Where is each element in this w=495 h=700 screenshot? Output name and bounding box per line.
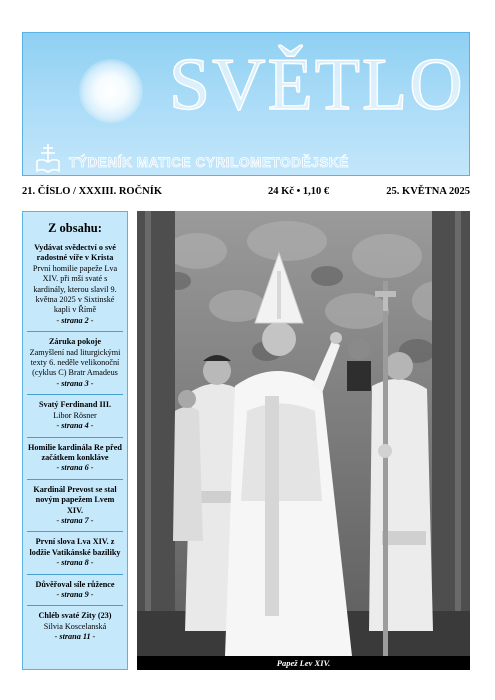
toc-entry[interactable] bbox=[27, 537, 123, 574]
masthead-title: SVĚTLO bbox=[169, 44, 465, 126]
double-cross-book-icon bbox=[35, 143, 61, 173]
issue-price: 24 Kč • 1,10 € bbox=[268, 186, 330, 197]
masthead-subtitle: TÝDENÍK MATICE CYRILOMETODĚJSKÉ bbox=[69, 155, 349, 170]
toc-entry-title: Důvěřoval síle růžence bbox=[35, 579, 115, 589]
table-of-contents bbox=[22, 211, 128, 670]
photo-caption: Papež Lev XIV. bbox=[137, 656, 470, 670]
masthead bbox=[22, 32, 470, 176]
toc-entry-description: Libor Rösner bbox=[53, 410, 97, 420]
toc-entry[interactable] bbox=[27, 611, 123, 647]
toc-entry-title: Záruka pokoje bbox=[48, 337, 102, 347]
toc-entry-title: Homilie kardinála Re před začátkem konkláve bbox=[28, 442, 122, 462]
pope-procession-illustration bbox=[137, 211, 470, 670]
cover-photo bbox=[137, 211, 470, 670]
toc-entry-page: - strana 4 - bbox=[56, 421, 94, 431]
toc-entry-title: Kardinál Prevost se stal novým papežem Lvem XIV. bbox=[33, 484, 117, 515]
toc-entry-page: - strana 7 - bbox=[56, 515, 94, 525]
toc-entry-description: První homilie papeže Lva XIV. při mši svaté s kardinály, kterou slavil 9. května 2025 v Sixtinské kapli v Římě bbox=[32, 263, 118, 315]
toc-entry-description: Zamyšlení nad liturgickými texty 6. neděle velikonoční (cyklus C) Bratr Amadeus bbox=[29, 347, 121, 378]
issue-date: 25. KVĚTNA 2025 bbox=[386, 186, 470, 197]
toc-entry[interactable] bbox=[27, 580, 123, 607]
toc-heading: Z obsahu: bbox=[48, 221, 102, 235]
toc-entry-page: - strana 6 - bbox=[56, 463, 94, 473]
toc-entry-title: První slova Lva XIV. z lodžie Vatikánské baziliky bbox=[29, 537, 121, 557]
toc-entry-title: Vydávat svědectví o své radostné víře v Krista bbox=[34, 243, 116, 263]
toc-entry-title: Svatý Ferdinand III. bbox=[38, 400, 112, 410]
issue-number: 21. ČÍSLO / XXXIII. ROČNÍK bbox=[22, 186, 163, 197]
toc-entry-page: - strana 2 - bbox=[56, 315, 94, 325]
sun-glow-decoration bbox=[79, 59, 143, 123]
toc-entry[interactable] bbox=[27, 337, 123, 395]
toc-entry-description: Silvia Koscelanská bbox=[43, 621, 107, 631]
toc-entry-page: - strana 3 - bbox=[56, 378, 94, 388]
toc-entry[interactable] bbox=[27, 400, 123, 437]
toc-entry-page: - strana 8 - bbox=[56, 558, 94, 568]
toc-entry[interactable] bbox=[27, 443, 123, 480]
toc-entry[interactable] bbox=[27, 485, 123, 533]
toc-entry-page: - strana 11 - bbox=[54, 632, 96, 642]
toc-entry[interactable] bbox=[27, 243, 123, 332]
issue-info-line bbox=[22, 186, 470, 202]
toc-entry-page: - strana 9 - bbox=[56, 589, 94, 599]
toc-entry-title: Chléb svaté Zity (23) bbox=[38, 611, 112, 621]
